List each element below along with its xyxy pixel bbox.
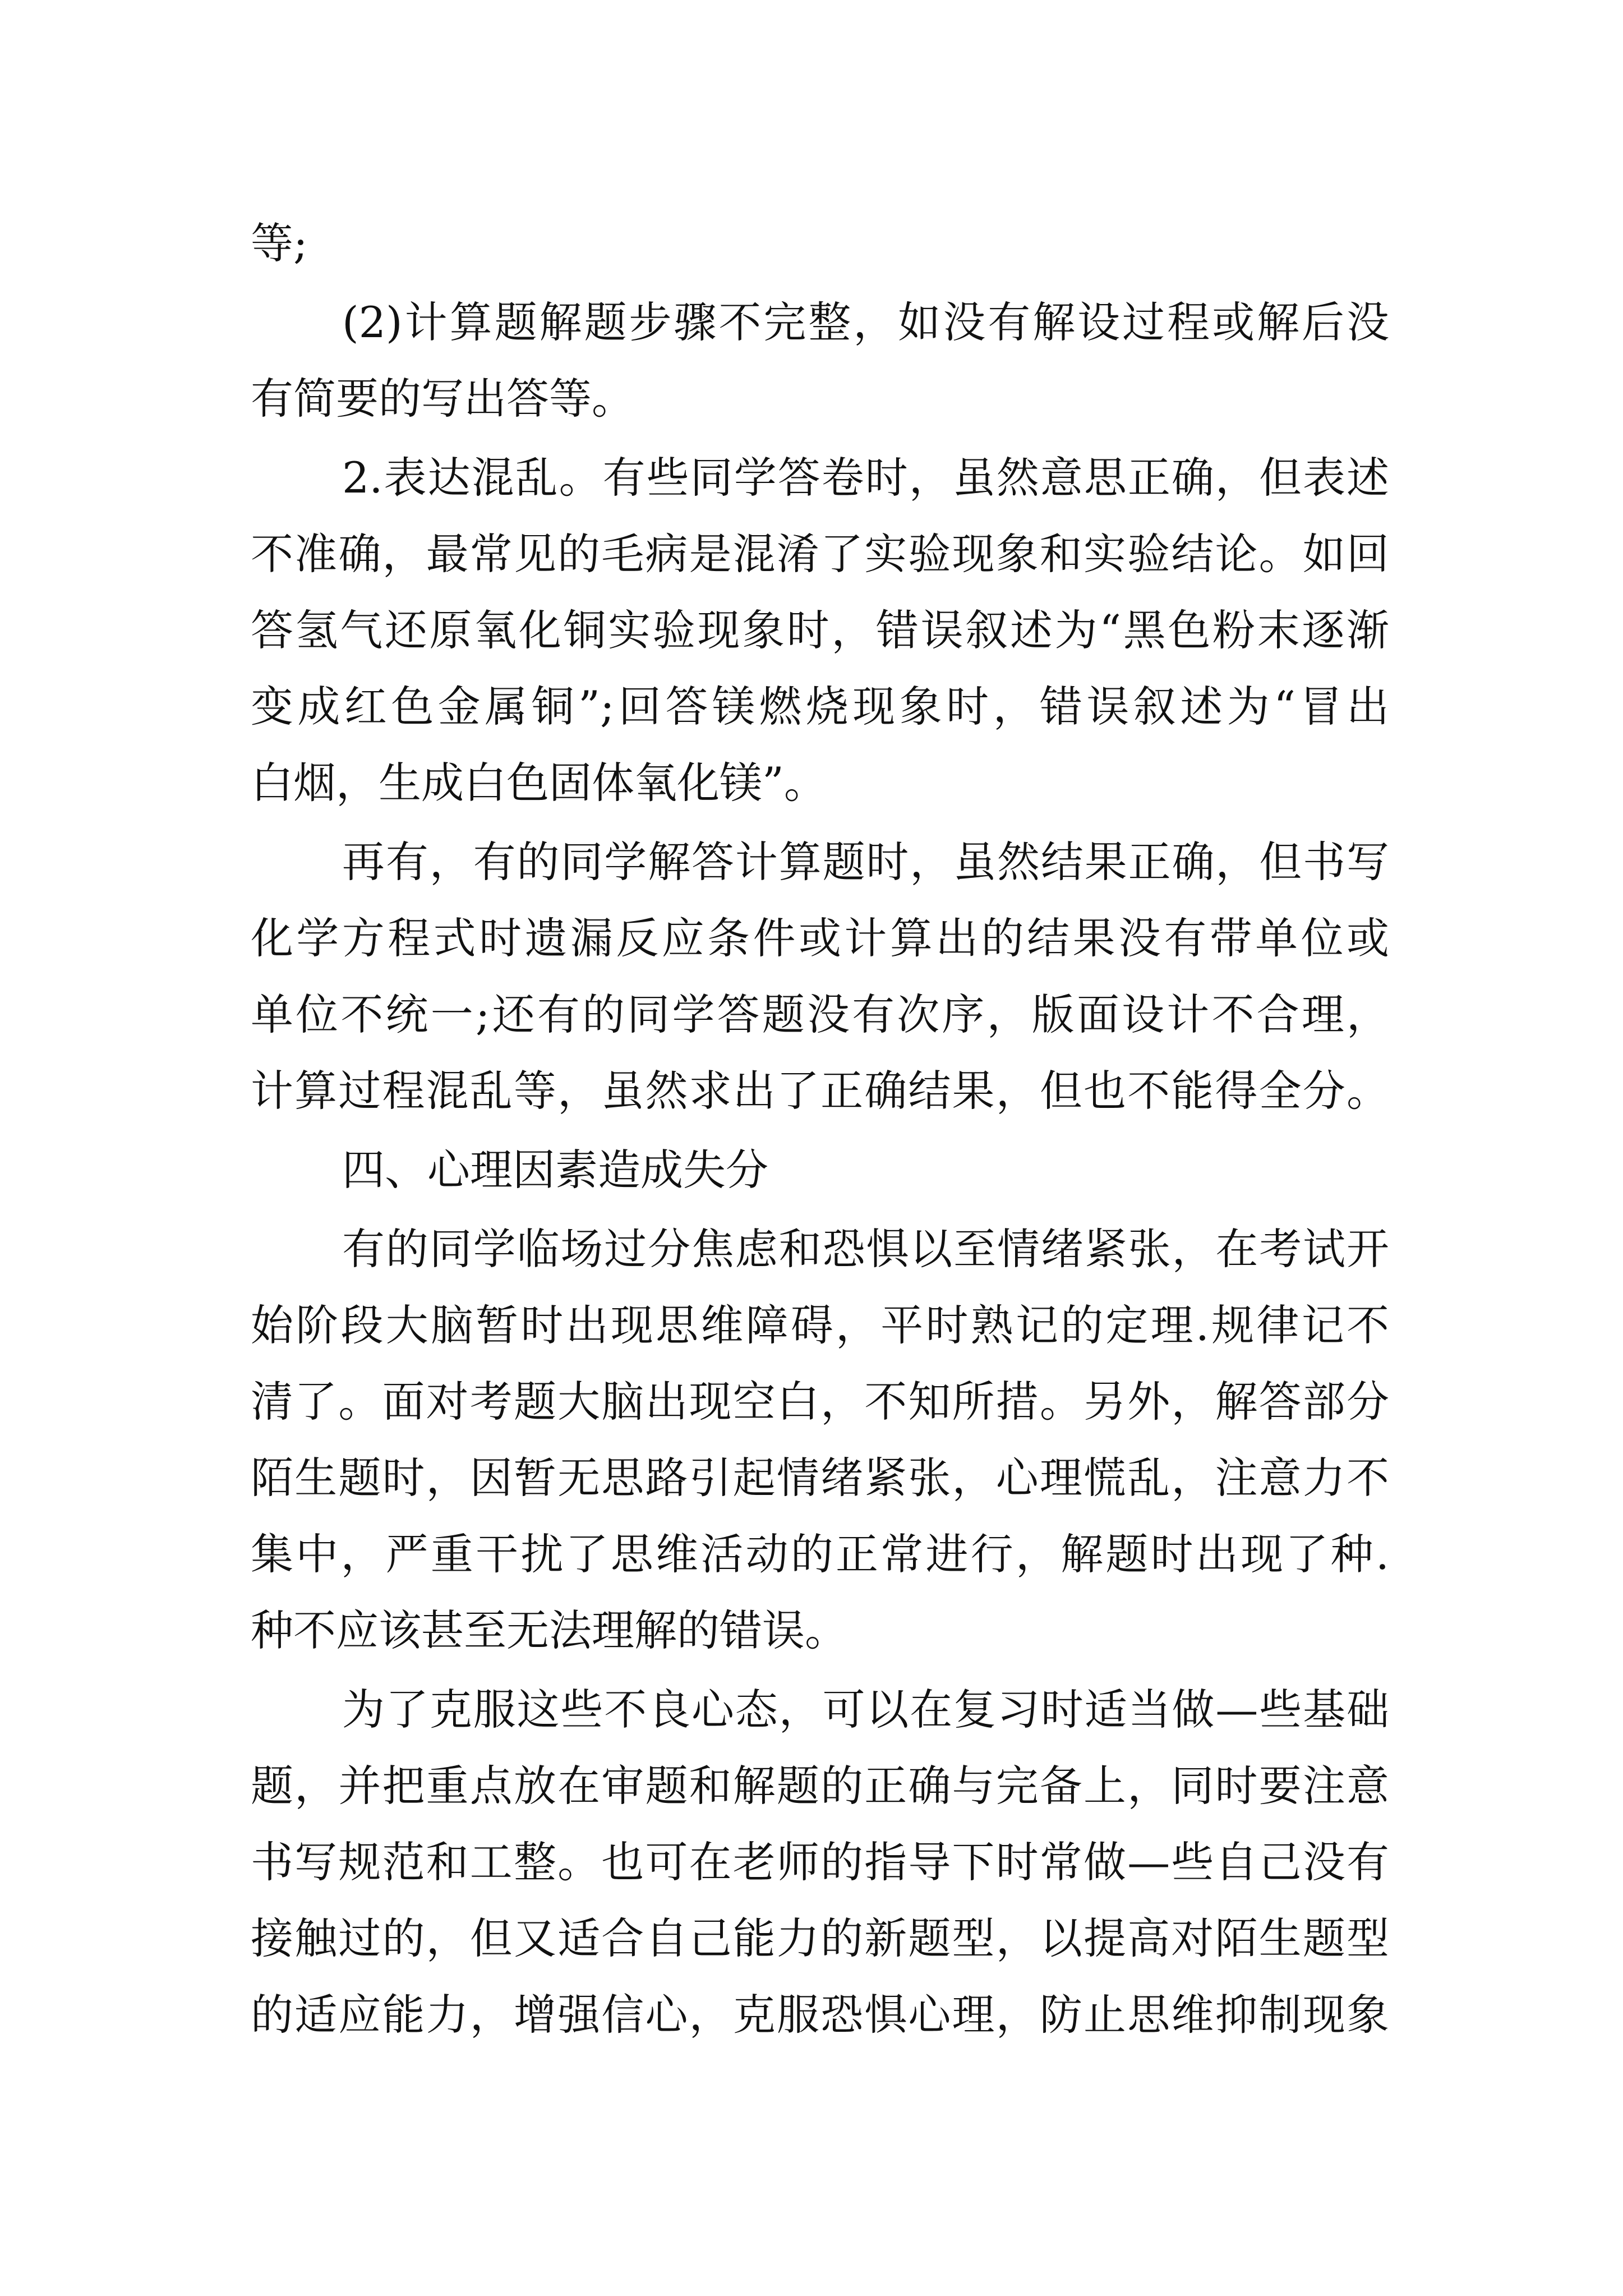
text-line: (2)计算题解题步骤不完整，如没有解设过程或解后没	[342, 297, 1389, 347]
text-line: 有简要的写出答等。	[251, 374, 634, 424]
text-line: 白烟，生成白色固体氧化镁”。	[251, 758, 827, 808]
text-line: 等;	[251, 218, 308, 268]
paragraph-calculation-errors	[251, 824, 1389, 1129]
text-line: 为了克服这些不良心态，可以在复习时适当做—些基础	[342, 1685, 1389, 1734]
text-line: 清了。面对考题大脑出现空白，不知所措。另外，解答部分	[251, 1377, 1389, 1427]
paragraph-psychological-factors	[251, 1211, 1389, 1669]
text-line: 题，并把重点放在审题和解题的正确与完备上，同时要注意	[251, 1761, 1389, 1811]
text-line: 计算过程混乱等，虽然求出了正确结果，但也不能得全分。	[251, 1066, 1389, 1116]
text-line: 种不应该甚至无法理解的错误。	[251, 1605, 847, 1655]
paragraph-expression-confusion	[251, 440, 1389, 821]
text-line: 陌生题时，因暂无思路引起情绪紧张，心理慌乱，注意力不	[251, 1453, 1389, 1503]
section-heading-text: 四、心理因素造成失分	[342, 1145, 768, 1195]
text-line: 有的同学临场过分焦虑和恐惧以至情绪紧张，在考试开	[342, 1224, 1389, 1274]
text-line: 单位不统一;还有的同学答题没有次序，版面设计不合理，	[251, 990, 1389, 1039]
text-line: 变成红色金属铜”;回答镁燃烧现象时，错误叙述为“冒出	[251, 682, 1389, 731]
paragraph-continued	[251, 205, 1389, 282]
text-line: 答氢气还原氧化铜实验现象时，错误叙述为“黑色粉末逐渐	[251, 605, 1389, 655]
text-line: 集中，严重干扰了思维活动的正常进行，解题时出现了种.	[251, 1529, 1389, 1579]
text-line: 接触过的，但又适合自己能力的新题型，以提高对陌生题型	[251, 1913, 1389, 1963]
text-line: 化学方程式时遗漏反应条件或计算出的结果没有带单位或	[251, 913, 1389, 963]
text-line: 再有，有的同学解答计算题时，虽然结果正确，但书写	[342, 837, 1389, 887]
text-line: 书写规范和工整。也可在老师的指导下时常做—些自己没有	[251, 1837, 1389, 1887]
paragraph-overcoming-anxiety	[251, 1672, 1389, 2053]
text-line: 不准确，最常见的毛病是混淆了实验现象和实验结论。如回	[251, 529, 1389, 579]
document-body	[251, 205, 1389, 2053]
text-line: 的适应能力，增强信心，克服恐惧心理，防止思维抑制现象	[251, 1990, 1389, 2040]
text-line: 2.表达混乱。有些同学答卷时，虽然意思正确，但表述	[342, 453, 1389, 503]
paragraph-calculation-steps	[251, 284, 1389, 437]
section-heading	[251, 1132, 1389, 1208]
text-line: 始阶段大脑暂时出现思维障碍，平时熟记的定理.规律记不	[251, 1300, 1389, 1350]
